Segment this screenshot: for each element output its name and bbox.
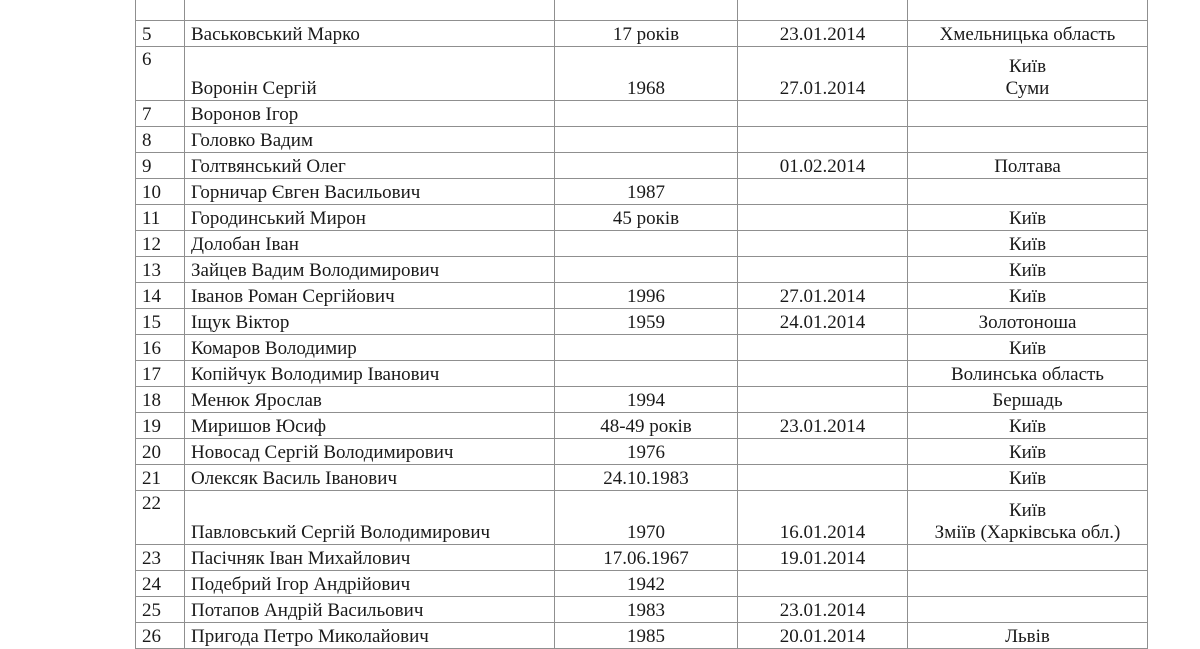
name-cell: Голтвянський Олег xyxy=(185,153,555,179)
row-number-cell: 12 xyxy=(136,231,185,257)
name-cell: Новосад Сергій Володимирович xyxy=(185,439,555,465)
birth-year-cell: 17 років xyxy=(555,21,738,47)
place-cell xyxy=(908,439,1148,465)
date-cell: 27.01.2014 xyxy=(738,283,908,309)
date-cell xyxy=(738,439,908,465)
table-body xyxy=(136,0,1148,649)
place-cell xyxy=(908,153,1148,179)
date-cell: 23.01.2014 xyxy=(738,413,908,439)
name-cell: Подебрий Ігор Андрійович xyxy=(185,571,555,597)
table-row xyxy=(136,491,1148,545)
birth-year-cell: 1987 xyxy=(555,179,738,205)
name-cell xyxy=(185,0,555,21)
row-number-cell: 9 xyxy=(136,153,185,179)
place-line: Львів xyxy=(1005,626,1050,647)
place-cell xyxy=(908,491,1148,545)
table-row xyxy=(136,439,1148,465)
birth-year-cell xyxy=(555,231,738,257)
name-cell: Головко Вадим xyxy=(185,127,555,153)
name-cell: Пасічняк Іван Михайлович xyxy=(185,545,555,571)
table-row xyxy=(136,465,1148,491)
place-cell xyxy=(908,413,1148,439)
birth-year-cell xyxy=(555,335,738,361)
date-cell xyxy=(738,205,908,231)
birth-year-cell: 17.06.1967 xyxy=(555,545,738,571)
table-row xyxy=(136,545,1148,571)
place-cell xyxy=(908,361,1148,387)
name-cell: Васьковський Марко xyxy=(185,21,555,47)
place-line: Київ xyxy=(1008,286,1047,307)
birth-year-cell: 45 років xyxy=(555,205,738,231)
row-number-cell: 18 xyxy=(136,387,185,413)
name-cell: Копійчук Володимир Іванович xyxy=(185,361,555,387)
table-row xyxy=(136,205,1148,231)
place-cell xyxy=(908,465,1148,491)
birth-year-cell xyxy=(555,257,738,283)
table-row xyxy=(136,0,1148,21)
birth-year-cell: 1983 xyxy=(555,597,738,623)
place-line: Суми xyxy=(1005,78,1050,99)
place-line: Київ xyxy=(1008,338,1047,359)
place-cell xyxy=(908,231,1148,257)
place-cell xyxy=(908,127,1148,153)
birth-year-cell: 1970 xyxy=(555,491,738,545)
table-row xyxy=(136,283,1148,309)
place-cell xyxy=(908,571,1148,597)
birth-year-cell: 1976 xyxy=(555,439,738,465)
place-cell xyxy=(908,101,1148,127)
date-cell: 24.01.2014 xyxy=(738,309,908,335)
row-number-cell: 26 xyxy=(136,623,185,649)
row-number-cell: 25 xyxy=(136,597,185,623)
date-cell xyxy=(738,127,908,153)
birth-year-cell xyxy=(555,127,738,153)
table-row xyxy=(136,179,1148,205)
place-cell xyxy=(908,21,1148,47)
name-cell: Олексяк Василь Іванович xyxy=(185,465,555,491)
place-cell xyxy=(908,0,1148,21)
place-line: Хмельницька область xyxy=(939,24,1116,45)
place-line: Київ xyxy=(1008,234,1047,255)
birth-year-cell: 1994 xyxy=(555,387,738,413)
date-cell: 19.01.2014 xyxy=(738,545,908,571)
name-cell: Воронін Сергій xyxy=(185,47,555,101)
place-line: Київ xyxy=(1008,260,1047,281)
table-row xyxy=(136,101,1148,127)
place-cell xyxy=(908,545,1148,571)
name-cell: Воронов Ігор xyxy=(185,101,555,127)
place-cell xyxy=(908,179,1148,205)
name-cell: Зайцев Вадим Володимирович xyxy=(185,257,555,283)
place-line: Київ xyxy=(1008,56,1047,77)
row-number-cell: 20 xyxy=(136,439,185,465)
birth-year-cell: 1942 xyxy=(555,571,738,597)
place-cell xyxy=(908,597,1148,623)
row-number-cell: 6 xyxy=(136,47,185,101)
place-cell xyxy=(908,257,1148,283)
table-row xyxy=(136,21,1148,47)
row-number-cell: 5 xyxy=(136,21,185,47)
table-row xyxy=(136,153,1148,179)
place-line: Київ xyxy=(1008,416,1047,437)
table-row xyxy=(136,597,1148,623)
birth-year-cell: 48-49 років xyxy=(555,413,738,439)
name-cell: Пригода Петро Миколайович xyxy=(185,623,555,649)
date-cell: 16.01.2014 xyxy=(738,491,908,545)
birth-year-cell: 1959 xyxy=(555,309,738,335)
birth-year-cell: 1996 xyxy=(555,283,738,309)
row-number-cell: 15 xyxy=(136,309,185,335)
place-line: Зміїв (Харківська обл.) xyxy=(934,522,1121,543)
date-cell: 01.02.2014 xyxy=(738,153,908,179)
place-line: Київ xyxy=(1008,208,1047,229)
place-cell xyxy=(908,387,1148,413)
date-cell xyxy=(738,335,908,361)
name-cell: Городинський Мирон xyxy=(185,205,555,231)
row-number-cell: 19 xyxy=(136,413,185,439)
place-line: Волинська область xyxy=(951,364,1104,385)
name-cell: Павловський Сергій Володимирович xyxy=(185,491,555,545)
birth-year-cell: 1968 xyxy=(555,47,738,101)
place-cell xyxy=(908,309,1148,335)
name-cell: Долобан Іван xyxy=(185,231,555,257)
table-row xyxy=(136,623,1148,649)
name-cell: Миришов Юсиф xyxy=(185,413,555,439)
row-number-cell: 13 xyxy=(136,257,185,283)
name-cell: Іванов Роман Сергійович xyxy=(185,283,555,309)
place-cell xyxy=(908,623,1148,649)
date-cell: 23.01.2014 xyxy=(738,21,908,47)
place-cell xyxy=(908,335,1148,361)
table-row xyxy=(136,257,1148,283)
row-number-cell: 8 xyxy=(136,127,185,153)
birth-year-cell xyxy=(555,101,738,127)
table-row xyxy=(136,127,1148,153)
row-number-cell: 11 xyxy=(136,205,185,231)
name-cell: Комаров Володимир xyxy=(185,335,555,361)
birth-year-cell xyxy=(555,153,738,179)
table-row xyxy=(136,47,1148,101)
birth-year-cell: 1985 xyxy=(555,623,738,649)
date-cell xyxy=(738,257,908,283)
date-cell: 27.01.2014 xyxy=(738,47,908,101)
place-cell xyxy=(908,47,1148,101)
birth-year-cell: 24.10.1983 xyxy=(555,465,738,491)
date-cell xyxy=(738,465,908,491)
place-line: Полтава xyxy=(994,156,1061,177)
name-cell: Потапов Андрій Васильович xyxy=(185,597,555,623)
victims-table xyxy=(135,0,1148,649)
date-cell: 23.01.2014 xyxy=(738,597,908,623)
table-row xyxy=(136,413,1148,439)
date-cell xyxy=(738,361,908,387)
row-number-cell: 22 xyxy=(136,491,185,545)
place-line: Київ xyxy=(1008,468,1047,489)
table-row xyxy=(136,571,1148,597)
row-number-cell: 21 xyxy=(136,465,185,491)
row-number-cell: 7 xyxy=(136,101,185,127)
place-line: Золотоноша xyxy=(978,312,1077,333)
place-cell xyxy=(908,283,1148,309)
date-cell xyxy=(738,179,908,205)
date-cell xyxy=(738,387,908,413)
table-row xyxy=(136,309,1148,335)
date-cell xyxy=(738,101,908,127)
place-cell xyxy=(908,205,1148,231)
row-number-cell: 17 xyxy=(136,361,185,387)
birth-year-cell xyxy=(555,361,738,387)
row-number-cell: 10 xyxy=(136,179,185,205)
name-cell: Горничар Євген Васильович xyxy=(185,179,555,205)
table-row xyxy=(136,361,1148,387)
row-number-cell: 24 xyxy=(136,571,185,597)
birth-year-cell xyxy=(555,0,738,21)
place-line: Київ xyxy=(1008,500,1047,521)
date-cell xyxy=(738,231,908,257)
date-cell: 20.01.2014 xyxy=(738,623,908,649)
row-number-cell: 23 xyxy=(136,545,185,571)
table-row xyxy=(136,231,1148,257)
row-number-cell: 14 xyxy=(136,283,185,309)
place-line: Київ xyxy=(1008,442,1047,463)
table-row xyxy=(136,335,1148,361)
date-cell xyxy=(738,571,908,597)
name-cell: Менюк Ярослав xyxy=(185,387,555,413)
place-line: Бершадь xyxy=(992,390,1063,411)
table-row xyxy=(136,387,1148,413)
row-number-cell xyxy=(136,0,185,21)
date-cell xyxy=(738,0,908,21)
name-cell: Іщук Віктор xyxy=(185,309,555,335)
row-number-cell: 16 xyxy=(136,335,185,361)
